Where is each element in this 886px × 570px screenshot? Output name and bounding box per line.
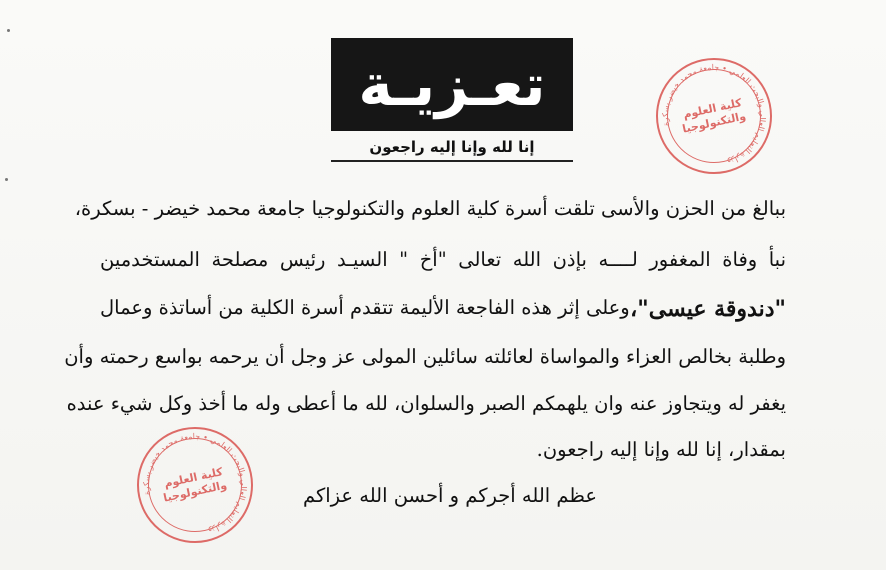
closing-phrase: عظم الله أجركم و أحسن الله عزاكم: [302, 484, 598, 507]
body-line-3-text: وعلى إثر هذه الفاجعة الأليمة تتقدم أسرة الكلية من أساتذة وعمال: [100, 296, 630, 319]
stamp-center-text: كلية العلوم والتكنولوجيا: [681, 96, 748, 136]
body-line-1: ببالغ من الحزن والأسى تلقت أسرة كلية العلوم والتكنولوجيا جامعة محمد خيضر - بسكرة،: [74, 197, 786, 220]
page-subtitle: إنا لله وإنا إليه راجعون: [331, 134, 573, 162]
stamp-ring-icon: [648, 50, 781, 183]
deceased-name: "دندوقة عيسى"،: [630, 296, 786, 322]
stamp-ring-icon: [129, 419, 262, 552]
body-line-6: بمقدار، إنا لله وإنا إليه راجعون.: [536, 438, 786, 461]
svg-text:وزارة التعليم العالي والبحث ال: [651, 53, 777, 179]
official-stamp-bottom: [126, 416, 264, 554]
title-banner: [331, 38, 573, 131]
scan-speck: [5, 178, 8, 181]
body-line-3: [100, 298, 786, 320]
page-title: تعـزيـة: [358, 50, 546, 119]
stamp-ring-text: وزارة التعليم العالي والبحث العلمي • جامعة محمد خيضر بسكرة: [141, 431, 249, 536]
stamp-ring-text: وزارة التعليم العالي والبحث العلمي • جامعة محمد خيضر بسكرة: [660, 62, 768, 167]
stamp-center-text: كلية العلوم والتكنولوجيا: [162, 465, 229, 505]
body-line-2: نبأ وفاة المغفور لــــه بإذن الله تعالى "أخ " السيـد رئيس مصلحة المستخدمين: [100, 248, 786, 271]
scan-speck: [7, 29, 10, 32]
body-line-5: يغفر له ويتجاوز عنه وان يلهمكم الصبر والسلوان، لله ما أعطى وله ما أخذ وكل شيء عنده: [66, 392, 786, 415]
svg-text:وزارة التعليم العالي والبحث ال: [132, 422, 258, 548]
official-stamp-top: [645, 47, 783, 185]
body-line-4: وطلبة بخالص العزاء والمواساة لعائلته سائلين المولى عز وجل أن يرحمه بواسع رحمته وأن: [64, 345, 786, 368]
